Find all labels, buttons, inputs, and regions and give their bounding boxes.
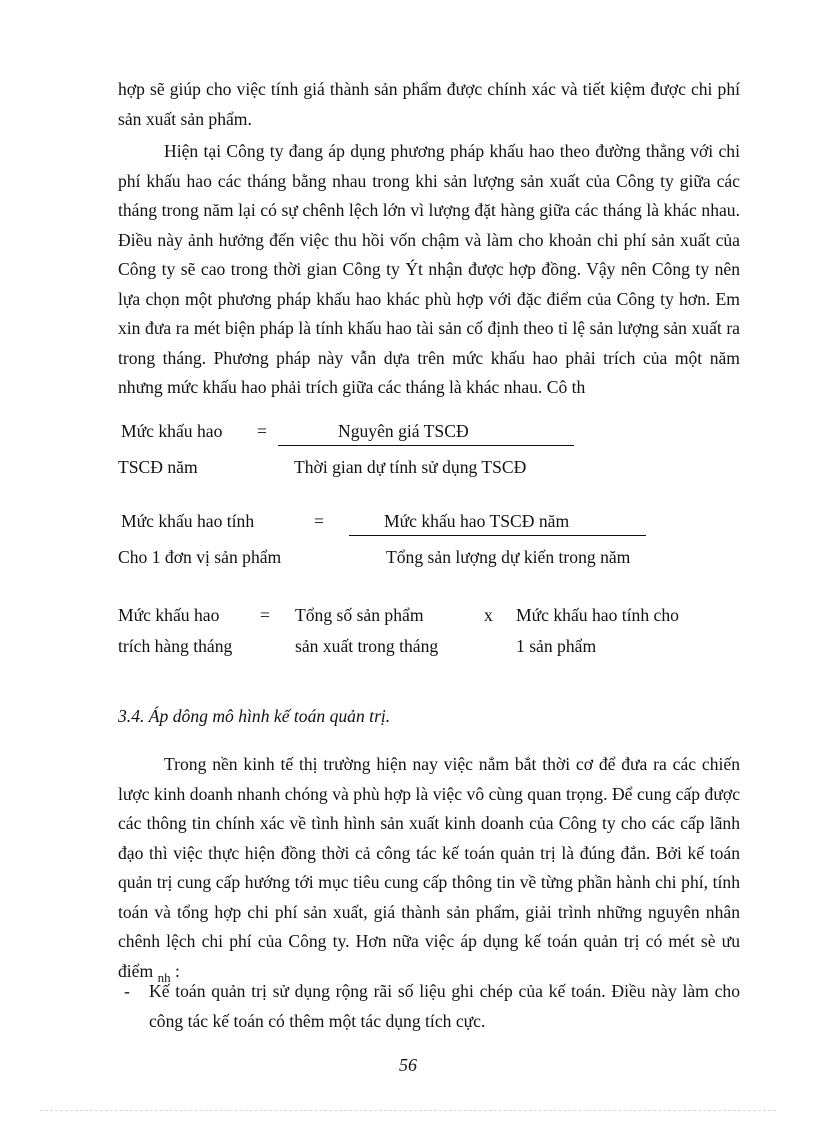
bullet-item: Kế toán quản trị sử dụng rộng rãi số liệu ghi chép của kế toán. Điều này làm cho công tác kế toán có thêm một tác dụng tích cực. [149, 981, 740, 1031]
paragraph-main-text: Trong nền kinh tế thị trường hiện nay việc nắm bắt thời cơ để đưa ra các chiến lược kinh doanh nhanh chóng và phù hợp là việc vô cùng quan trọng. Để cung cấp được các thông tin chính xác về tình hình sản xuất kinh doanh của Công ty cho các cấp lãnh đạo thì việc thực hiện đồng thời cả công tác kế toán quản trị là đúng đắn. Bởi kế toán quản trị cung cấp hướng tới mục tiêu cung cấp thông tin về từng phần hành chi phí, tính toán và tổng hợp chi phí sản xuất, giá thành sản phẩm, giải trình những nguyên nhân chênh lệch chi phí của Công ty. Hơn nữa việc áp dụng kế toán quản trị có mét sè ưu điểm [118, 754, 740, 981]
formula3-label-line2: trích hàng tháng [118, 636, 233, 656]
formula2-fraction-bar [349, 535, 646, 536]
page-number: 56 [399, 1055, 417, 1075]
paragraph-management-accounting [118, 750, 740, 992]
formula3-term2-line2: 1 sản phẩm [516, 636, 597, 656]
formula3-times: x [484, 605, 493, 625]
formula2-equals: = [314, 511, 324, 531]
formula2-label-line1: Mức khấu hao tính [121, 511, 255, 531]
formula2-denominator: Tổng sản lượng dự kiến trong năm [386, 547, 631, 567]
paragraph-depreciation: Hiện tại Công ty đang áp dụng phương pháp khấu hao theo đường thẳng với chi phí khấu hao các tháng bằng nhau trong khi sản lượng sản xuất của Công ty giữa các tháng trong năm lại có sự chênh lệch lớn vì lượng đặt hàng giữa các tháng là khác nhau. Điều này ảnh hưởng đến việc thu hồi vốn chậm và làm cho khoản chi phí sản xuất của Công ty sẽ cao trong thời gian Công ty Ýt nhận được hợp đồng. Vậy nên Công ty nên lựa chọn một phương pháp khấu hao khác phù hợp với đặc điểm của Công ty hơn. Em xin đưa ra mét biện pháp là tính khấu hao tài sản cố định theo tỉ lệ sản lượng sản xuất ra trong tháng. Phương pháp này vẫn dựa trên mức khấu hao phải trích của một năm nhưng mức khấu hao phải trích giữa các tháng là khác nhau. Cô th [118, 141, 740, 397]
paragraph-end: : [170, 960, 180, 981]
formula3-term1-line2: sản xuất trong tháng [295, 636, 439, 656]
section-heading: 3.4. Áp dông mô hình kế toán quản trị. [118, 706, 391, 726]
formula1-label-line2: TSCĐ năm [118, 457, 198, 477]
formula1-numerator: Nguyên giá TSCĐ [338, 421, 469, 441]
formula1-denominator: Thời gian dự tính sử dụng TSCĐ [294, 457, 527, 477]
paragraph-subscript: nh [157, 969, 171, 985]
formula3-term1-line1: Tổng số sản phẩm [295, 605, 424, 625]
formula2-numerator: Mức khấu hao TSCĐ năm [384, 511, 570, 531]
formula3-label-line1: Mức khấu hao [118, 605, 220, 625]
paragraph-intro: hợp sẽ giúp cho việc tính giá thành sản phẩm được chính xác và tiết kiệm được chi phí sản xuất sản phẩm. [118, 79, 740, 129]
bullet-marker: - [124, 981, 130, 1001]
formula1-equals: = [257, 421, 267, 441]
formula1-fraction-bar [278, 445, 574, 446]
formula3-term2-line1: Mức khấu hao tính cho [516, 605, 679, 625]
formula3-equals: = [260, 605, 270, 625]
formula1-label-line1: Mức khấu hao [121, 421, 223, 441]
page-bottom-divider [40, 1110, 776, 1111]
formula2-label-line2: Cho 1 đơn vị sản phẩm [118, 547, 282, 567]
